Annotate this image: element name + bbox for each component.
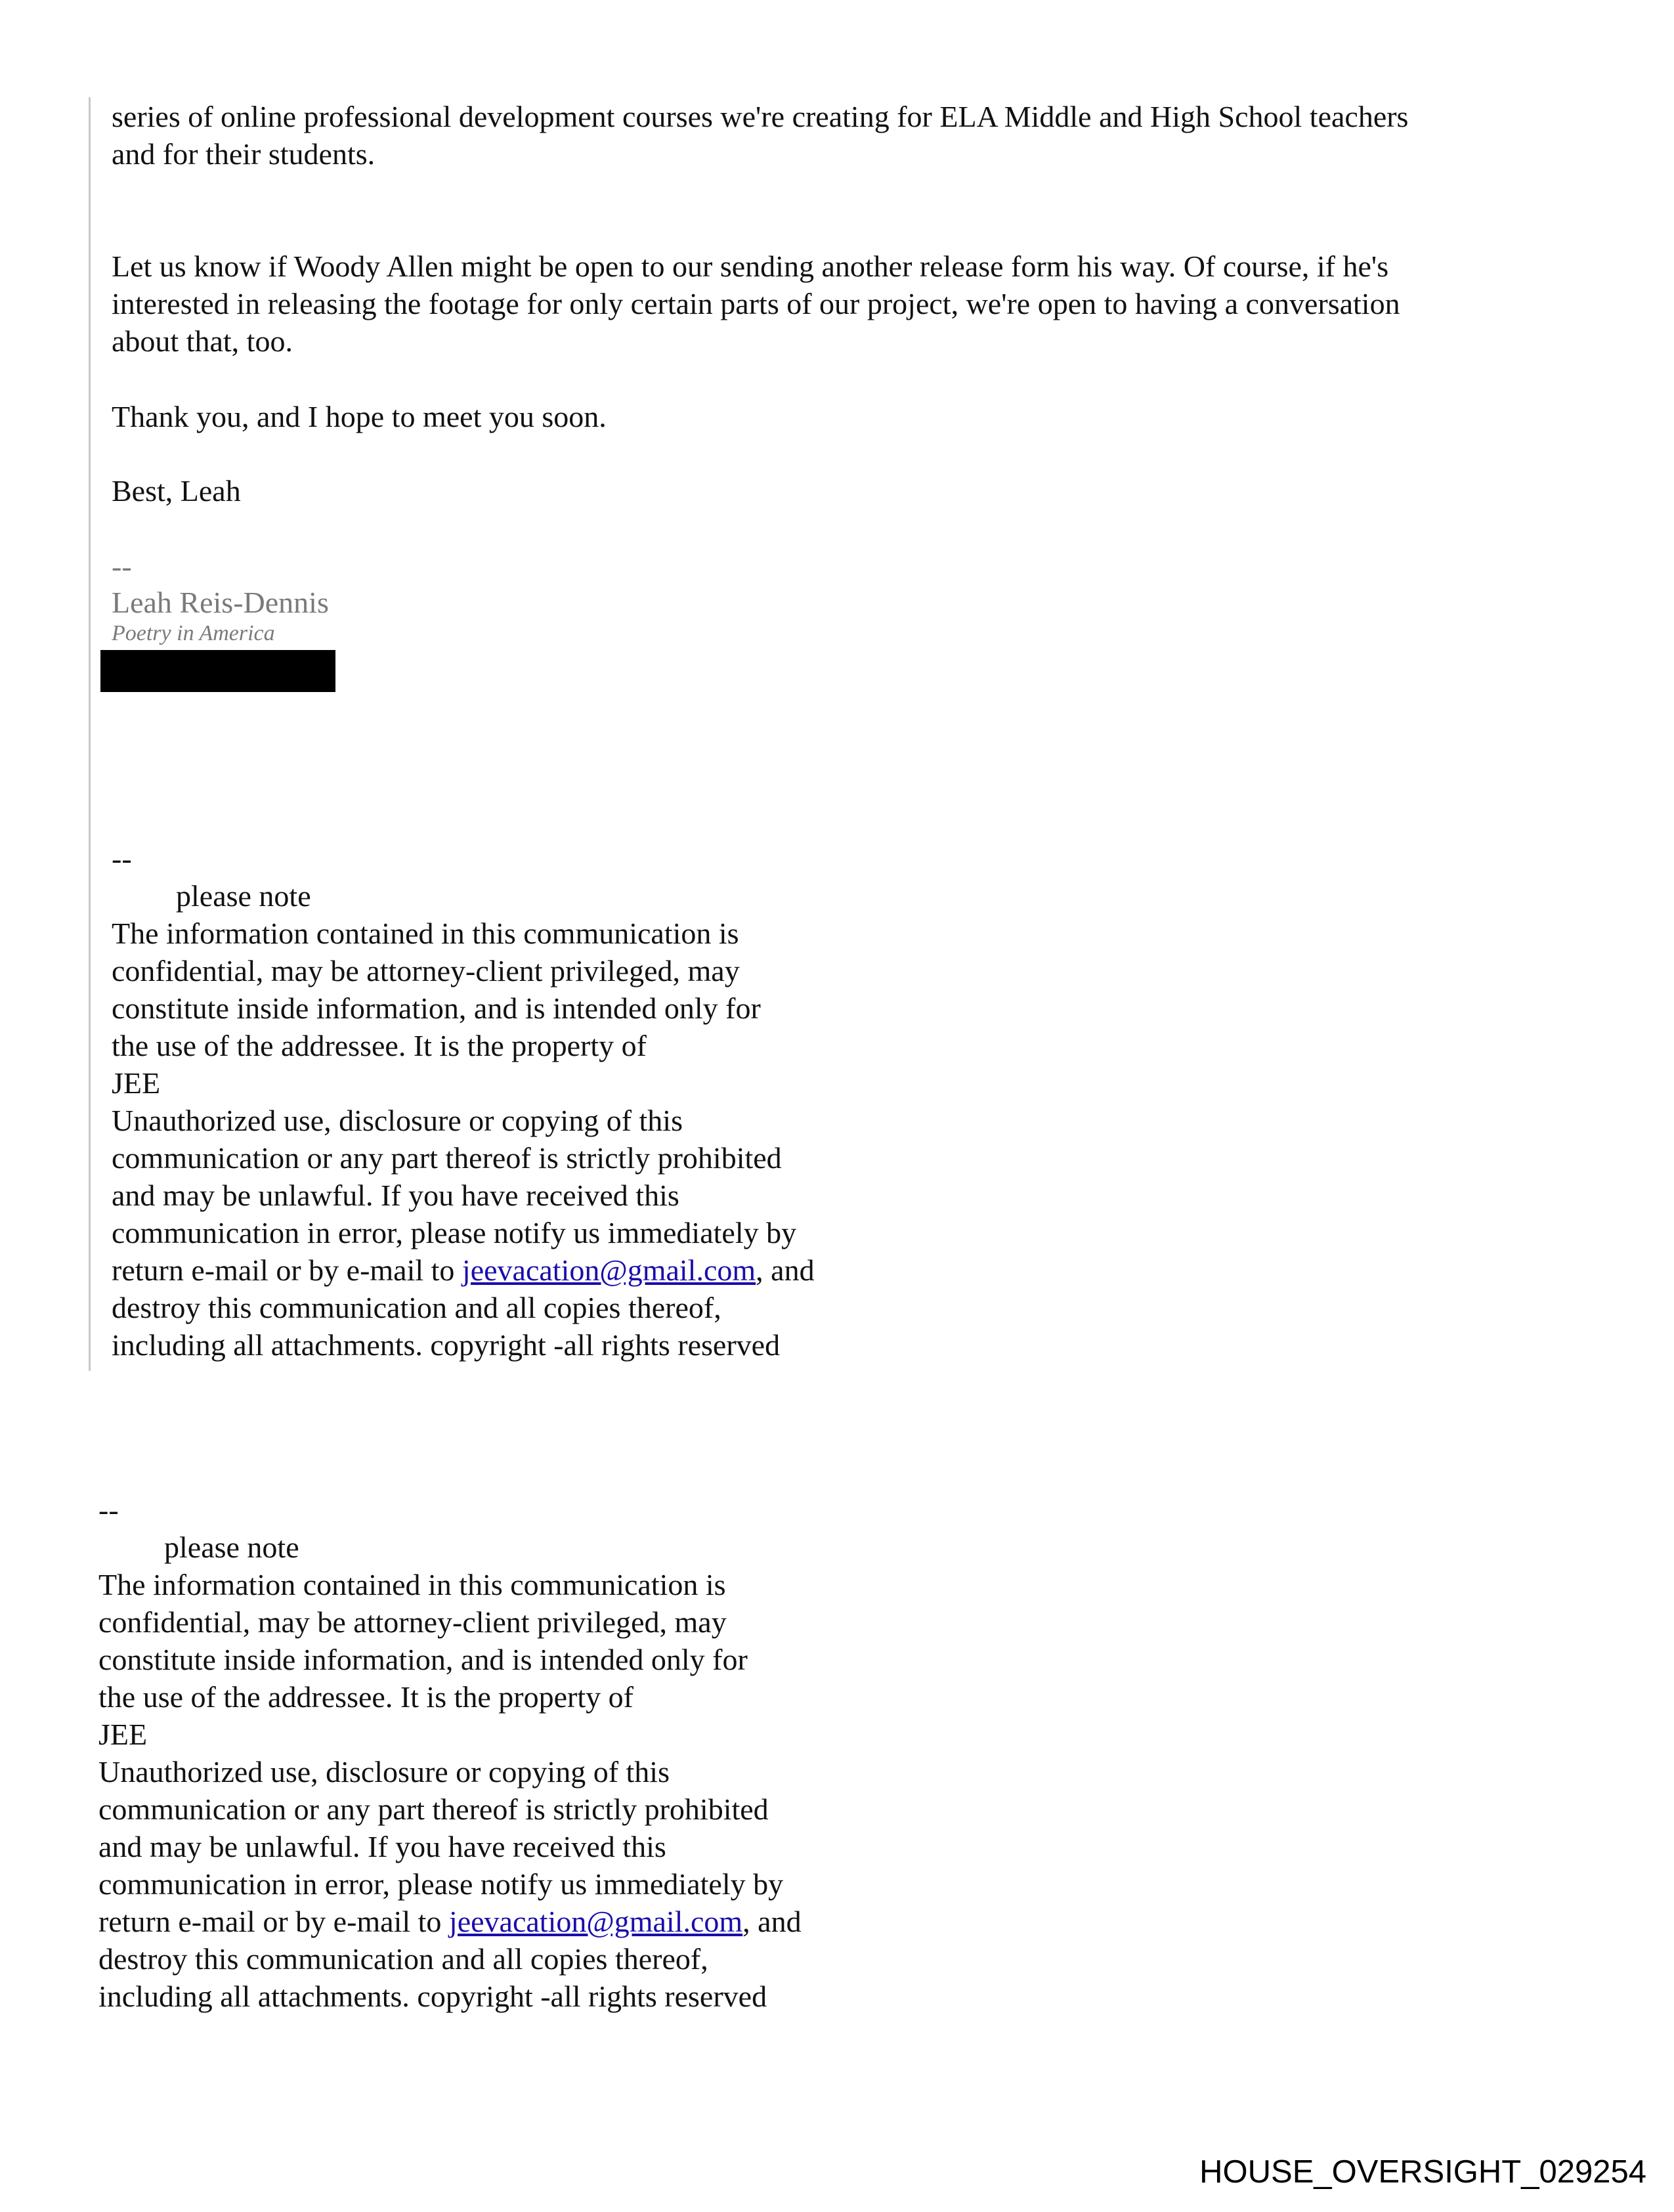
email-link[interactable]: jeevacation@gmail.com (448, 1905, 743, 1938)
bates-number: HOUSE_OVERSIGHT_029254 (1199, 2154, 1646, 2190)
disclaimer-email-line (112, 1252, 815, 1289)
body-line: Let us know if Woody Allen might be open to our sending another release form his way. Of course, if he's (112, 249, 1389, 283)
disclaimer-line: communication in error, please notify us immediately by (112, 1216, 797, 1249)
body-line: and for their students. (112, 137, 376, 171)
email-link[interactable]: jeevacation@gmail.com (461, 1253, 756, 1287)
body-line: interested in releasing the footage for only certain parts of our project, we're open to having a conversation (112, 287, 1400, 320)
signature-name: Leah Reis-Dennis (112, 586, 329, 619)
disclaimer-line: communication in error, please notify us immediately by (98, 1867, 784, 1901)
quoted-message-bar (89, 97, 91, 1371)
disclaimer-line: Unauthorized use, disclosure or copying of this (98, 1755, 670, 1789)
disclaimer-line: destroy this communication and all copies thereof, (98, 1942, 708, 1976)
disclaimer-line: communication or any part thereof is strictly prohibited (98, 1792, 769, 1826)
disclaimer-separator: -- (112, 842, 132, 875)
disclaimer-line: The information contained in this communication is (112, 917, 739, 950)
email-suffix: , and (742, 1905, 802, 1938)
disclaimer-line: confidential, may be attorney-client privileged, may (98, 1605, 727, 1639)
email-prefix: return e-mail or by e-mail to (98, 1905, 449, 1938)
disclaimer-line: confidential, may be attorney-client privileged, may (112, 954, 740, 987)
disclaimer-line: and may be unlawful. If you have received this (112, 1179, 679, 1212)
disclaimer-heading: please note (164, 1530, 299, 1564)
sign-off: Best, Leah (112, 474, 241, 508)
disclaimer-line: destroy this communication and all copies thereof, (112, 1291, 721, 1324)
disclaimer-line: and may be unlawful. If you have received this (98, 1830, 666, 1863)
disclaimer-line: communication or any part thereof is strictly prohibited (112, 1141, 782, 1175)
disclaimer-line: constitute inside information, and is intended only for (112, 991, 761, 1025)
signature-organization: Poetry in America (112, 621, 275, 645)
disclaimer-line: including all attachments. copyright -all rights reserved (112, 1328, 781, 1362)
disclaimer-heading: please note (176, 879, 311, 913)
email-prefix: return e-mail or by e-mail to (112, 1253, 462, 1287)
disclaimer-email-line (98, 1903, 802, 1940)
disclaimer-line: Unauthorized use, disclosure or copying of this (112, 1104, 683, 1137)
body-line: Thank you, and I hope to meet you soon. (112, 400, 607, 433)
email-suffix: , and (756, 1253, 815, 1287)
disclaimer-line: the use of the addressee. It is the property of (98, 1680, 633, 1714)
disclaimer-line: the use of the addressee. It is the property of (112, 1029, 647, 1062)
disclaimer-line: JEE (98, 1718, 148, 1751)
disclaimer-line: JEE (112, 1066, 161, 1100)
disclaimer-line: including all attachments. copyright -all rights reserved (98, 1980, 767, 2013)
redaction-box (100, 650, 335, 692)
disclaimer-line: The information contained in this communication is (98, 1568, 726, 1601)
disclaimer-separator: -- (98, 1493, 119, 1527)
signature-separator: -- (112, 550, 132, 583)
disclaimer-line: constitute inside information, and is intended only for (98, 1643, 748, 1676)
body-line: about that, too. (112, 324, 293, 358)
body-line: series of online professional development courses we're creating for ELA Middle and High School teachers (112, 100, 1409, 133)
